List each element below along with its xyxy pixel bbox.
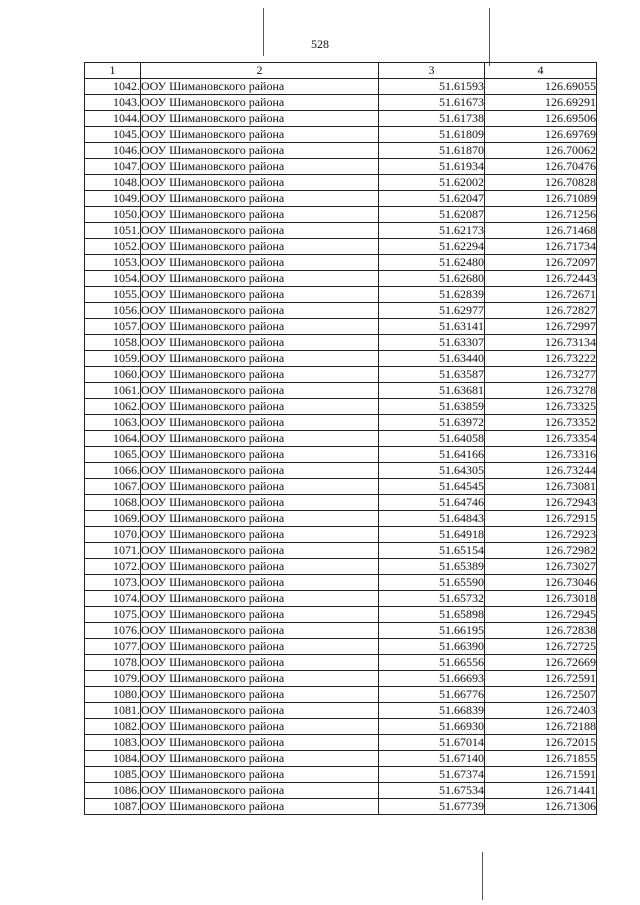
row-number: 1050.	[85, 207, 141, 223]
longitude-value: 126.71089	[485, 191, 597, 207]
object-name: ООУ Шимановского района	[141, 607, 379, 623]
row-number: 1072.	[85, 559, 141, 575]
row-number: 1054.	[85, 271, 141, 287]
object-name: ООУ Шимановского района	[141, 175, 379, 191]
latitude-value: 51.62977	[379, 303, 485, 319]
latitude-value: 51.62839	[379, 287, 485, 303]
row-number: 1049.	[85, 191, 141, 207]
table-row	[85, 431, 597, 447]
object-name: ООУ Шимановского района	[141, 559, 379, 575]
table-row	[85, 111, 597, 127]
latitude-value: 51.61809	[379, 127, 485, 143]
object-name: ООУ Шимановского района	[141, 111, 379, 127]
latitude-value: 51.63440	[379, 351, 485, 367]
table-row	[85, 383, 597, 399]
latitude-value: 51.67014	[379, 735, 485, 751]
table-row	[85, 335, 597, 351]
latitude-value: 51.66776	[379, 687, 485, 703]
object-name: ООУ Шимановского района	[141, 319, 379, 335]
row-number: 1071.	[85, 543, 141, 559]
longitude-value: 126.73134	[485, 335, 597, 351]
row-number: 1058.	[85, 335, 141, 351]
longitude-value: 126.72591	[485, 671, 597, 687]
table-row	[85, 127, 597, 143]
table-row	[85, 767, 597, 783]
longitude-value: 126.69769	[485, 127, 597, 143]
row-number: 1056.	[85, 303, 141, 319]
row-number: 1079.	[85, 671, 141, 687]
object-name: ООУ Шимановского района	[141, 639, 379, 655]
longitude-value: 126.72671	[485, 287, 597, 303]
longitude-value: 126.72188	[485, 719, 597, 735]
latitude-value: 51.66693	[379, 671, 485, 687]
object-name: ООУ Шимановского района	[141, 207, 379, 223]
row-number: 1067.	[85, 479, 141, 495]
table-row	[85, 575, 597, 591]
row-number: 1078.	[85, 655, 141, 671]
row-number: 1082.	[85, 719, 141, 735]
object-name: ООУ Шимановского района	[141, 735, 379, 751]
longitude-value: 126.71256	[485, 207, 597, 223]
table-row	[85, 447, 597, 463]
table-row	[85, 223, 597, 239]
row-number: 1065.	[85, 447, 141, 463]
longitude-value: 126.72838	[485, 623, 597, 639]
latitude-value: 51.62002	[379, 175, 485, 191]
latitude-value: 51.63972	[379, 415, 485, 431]
object-name: ООУ Шимановского района	[141, 415, 379, 431]
table-row	[85, 511, 597, 527]
object-name: ООУ Шимановского района	[141, 127, 379, 143]
latitude-value: 51.63587	[379, 367, 485, 383]
table-row	[85, 479, 597, 495]
latitude-value: 51.65898	[379, 607, 485, 623]
object-name: ООУ Шимановского района	[141, 527, 379, 543]
table-row	[85, 415, 597, 431]
latitude-value: 51.67374	[379, 767, 485, 783]
table-row	[85, 239, 597, 255]
scan-artifact-bottom	[482, 852, 483, 900]
row-number: 1044.	[85, 111, 141, 127]
table-row	[85, 671, 597, 687]
row-number: 1068.	[85, 495, 141, 511]
object-name: ООУ Шимановского района	[141, 191, 379, 207]
table-row	[85, 271, 597, 287]
table-row	[85, 751, 597, 767]
latitude-value: 51.61673	[379, 95, 485, 111]
latitude-value: 51.62087	[379, 207, 485, 223]
latitude-value: 51.61593	[379, 79, 485, 95]
longitude-value: 126.69055	[485, 79, 597, 95]
object-name: ООУ Шимановского района	[141, 383, 379, 399]
longitude-value: 126.73222	[485, 351, 597, 367]
object-name: ООУ Шимановского района	[141, 255, 379, 271]
row-number: 1084.	[85, 751, 141, 767]
row-number: 1061.	[85, 383, 141, 399]
longitude-value: 126.70476	[485, 159, 597, 175]
object-name: ООУ Шимановского района	[141, 79, 379, 95]
longitude-value: 126.72507	[485, 687, 597, 703]
longitude-value: 126.72827	[485, 303, 597, 319]
longitude-value: 126.72443	[485, 271, 597, 287]
object-name: ООУ Шимановского района	[141, 623, 379, 639]
latitude-value: 51.62173	[379, 223, 485, 239]
row-number: 1075.	[85, 607, 141, 623]
table-row	[85, 607, 597, 623]
table-row	[85, 719, 597, 735]
row-number: 1086.	[85, 783, 141, 799]
longitude-value: 126.73018	[485, 591, 597, 607]
table-row	[85, 463, 597, 479]
object-name: ООУ Шимановского района	[141, 495, 379, 511]
table-row	[85, 527, 597, 543]
longitude-value: 126.72945	[485, 607, 597, 623]
row-number: 1064.	[85, 431, 141, 447]
latitude-value: 51.64843	[379, 511, 485, 527]
longitude-value: 126.71441	[485, 783, 597, 799]
row-number: 1042.	[85, 79, 141, 95]
table-row	[85, 735, 597, 751]
object-name: ООУ Шимановского района	[141, 591, 379, 607]
latitude-value: 51.63859	[379, 399, 485, 415]
object-name: ООУ Шимановского района	[141, 223, 379, 239]
longitude-value: 126.71306	[485, 799, 597, 815]
object-name: ООУ Шимановского района	[141, 655, 379, 671]
object-name: ООУ Шимановского района	[141, 431, 379, 447]
object-name: ООУ Шимановского района	[141, 271, 379, 287]
longitude-value: 126.72915	[485, 511, 597, 527]
object-name: ООУ Шимановского района	[141, 351, 379, 367]
object-name: ООУ Шимановского района	[141, 783, 379, 799]
latitude-value: 51.61934	[379, 159, 485, 175]
row-number: 1080.	[85, 687, 141, 703]
object-name: ООУ Шимановского района	[141, 287, 379, 303]
table-row	[85, 367, 597, 383]
table-row	[85, 287, 597, 303]
latitude-value: 51.62294	[379, 239, 485, 255]
row-number: 1073.	[85, 575, 141, 591]
row-number: 1052.	[85, 239, 141, 255]
object-name: ООУ Шимановского района	[141, 511, 379, 527]
table-header-row	[85, 63, 597, 79]
object-name: ООУ Шимановского района	[141, 143, 379, 159]
longitude-value: 126.70828	[485, 175, 597, 191]
row-number: 1074.	[85, 591, 141, 607]
longitude-value: 126.72015	[485, 735, 597, 751]
latitude-value: 51.62047	[379, 191, 485, 207]
table-row	[85, 143, 597, 159]
object-name: ООУ Шимановского района	[141, 687, 379, 703]
object-name: ООУ Шимановского района	[141, 543, 379, 559]
object-name: ООУ Шимановского района	[141, 479, 379, 495]
table-row	[85, 191, 597, 207]
latitude-value: 51.64545	[379, 479, 485, 495]
row-number: 1070.	[85, 527, 141, 543]
row-number: 1059.	[85, 351, 141, 367]
longitude-value: 126.73325	[485, 399, 597, 415]
header-col-3: 3	[379, 63, 485, 79]
row-number: 1053.	[85, 255, 141, 271]
longitude-value: 126.71468	[485, 223, 597, 239]
header-col-2: 2	[141, 63, 379, 79]
longitude-value: 126.73354	[485, 431, 597, 447]
object-name: ООУ Шимановского района	[141, 303, 379, 319]
row-number: 1060.	[85, 367, 141, 383]
latitude-value: 51.63307	[379, 335, 485, 351]
coordinates-table	[84, 62, 597, 815]
longitude-value: 126.73046	[485, 575, 597, 591]
table-row	[85, 639, 597, 655]
object-name: ООУ Шимановского района	[141, 399, 379, 415]
header-col-4: 4	[485, 63, 597, 79]
row-number: 1076.	[85, 623, 141, 639]
table-body	[85, 79, 597, 815]
table-row	[85, 351, 597, 367]
latitude-value: 51.64746	[379, 495, 485, 511]
table-row	[85, 175, 597, 191]
longitude-value: 126.72923	[485, 527, 597, 543]
latitude-value: 51.65389	[379, 559, 485, 575]
longitude-value: 126.72097	[485, 255, 597, 271]
latitude-value: 51.66839	[379, 703, 485, 719]
longitude-value: 126.73027	[485, 559, 597, 575]
object-name: ООУ Шимановского района	[141, 463, 379, 479]
latitude-value: 51.61738	[379, 111, 485, 127]
table-row	[85, 687, 597, 703]
row-number: 1057.	[85, 319, 141, 335]
latitude-value: 51.67739	[379, 799, 485, 815]
object-name: ООУ Шимановского района	[141, 335, 379, 351]
latitude-value: 51.64166	[379, 447, 485, 463]
row-number: 1087.	[85, 799, 141, 815]
object-name: ООУ Шимановского района	[141, 367, 379, 383]
latitude-value: 51.64305	[379, 463, 485, 479]
latitude-value: 51.65732	[379, 591, 485, 607]
latitude-value: 51.65154	[379, 543, 485, 559]
page-number: 528	[311, 37, 329, 51]
longitude-value: 126.73244	[485, 463, 597, 479]
longitude-value: 126.72943	[485, 495, 597, 511]
table-row	[85, 591, 597, 607]
row-number: 1066.	[85, 463, 141, 479]
longitude-value: 126.71855	[485, 751, 597, 767]
latitude-value: 51.66195	[379, 623, 485, 639]
table-row	[85, 399, 597, 415]
row-number: 1045.	[85, 127, 141, 143]
longitude-value: 126.69291	[485, 95, 597, 111]
table-row	[85, 495, 597, 511]
longitude-value: 126.73081	[485, 479, 597, 495]
table-row	[85, 623, 597, 639]
object-name: ООУ Шимановского района	[141, 719, 379, 735]
table-row	[85, 95, 597, 111]
row-number: 1083.	[85, 735, 141, 751]
table-row	[85, 79, 597, 95]
object-name: ООУ Шимановского района	[141, 95, 379, 111]
table-row	[85, 799, 597, 815]
row-number: 1055.	[85, 287, 141, 303]
table-row	[85, 319, 597, 335]
latitude-value: 51.67140	[379, 751, 485, 767]
latitude-value: 51.62480	[379, 255, 485, 271]
object-name: ООУ Шимановского района	[141, 751, 379, 767]
latitude-value: 51.62680	[379, 271, 485, 287]
latitude-value: 51.66390	[379, 639, 485, 655]
header-col-1: 1	[85, 63, 141, 79]
longitude-value: 126.71734	[485, 239, 597, 255]
row-number: 1062.	[85, 399, 141, 415]
table-row	[85, 159, 597, 175]
object-name: ООУ Шимановского района	[141, 447, 379, 463]
object-name: ООУ Шимановского района	[141, 799, 379, 815]
longitude-value: 126.72982	[485, 543, 597, 559]
row-number: 1046.	[85, 143, 141, 159]
latitude-value: 51.64058	[379, 431, 485, 447]
object-name: ООУ Шимановского района	[141, 671, 379, 687]
row-number: 1069.	[85, 511, 141, 527]
object-name: ООУ Шимановского района	[141, 703, 379, 719]
row-number: 1085.	[85, 767, 141, 783]
latitude-value: 51.64918	[379, 527, 485, 543]
table-row	[85, 207, 597, 223]
row-number: 1048.	[85, 175, 141, 191]
table-row	[85, 255, 597, 271]
longitude-value: 126.73278	[485, 383, 597, 399]
table-row	[85, 559, 597, 575]
latitude-value: 51.63141	[379, 319, 485, 335]
table-row	[85, 655, 597, 671]
longitude-value: 126.69506	[485, 111, 597, 127]
row-number: 1077.	[85, 639, 141, 655]
longitude-value: 126.72997	[485, 319, 597, 335]
table-row	[85, 303, 597, 319]
row-number: 1081.	[85, 703, 141, 719]
object-name: ООУ Шимановского района	[141, 767, 379, 783]
longitude-value: 126.73277	[485, 367, 597, 383]
table-row	[85, 703, 597, 719]
latitude-value: 51.61870	[379, 143, 485, 159]
object-name: ООУ Шимановского района	[141, 159, 379, 175]
row-number: 1047.	[85, 159, 141, 175]
latitude-value: 51.63681	[379, 383, 485, 399]
row-number: 1063.	[85, 415, 141, 431]
table-row	[85, 543, 597, 559]
longitude-value: 126.72725	[485, 639, 597, 655]
longitude-value: 126.73316	[485, 447, 597, 463]
longitude-value: 126.72669	[485, 655, 597, 671]
row-number: 1043.	[85, 95, 141, 111]
latitude-value: 51.66556	[379, 655, 485, 671]
row-number: 1051.	[85, 223, 141, 239]
longitude-value: 126.70062	[485, 143, 597, 159]
longitude-value: 126.73352	[485, 415, 597, 431]
table-row	[85, 783, 597, 799]
longitude-value: 126.72403	[485, 703, 597, 719]
latitude-value: 51.67534	[379, 783, 485, 799]
object-name: ООУ Шимановского района	[141, 575, 379, 591]
longitude-value: 126.71591	[485, 767, 597, 783]
latitude-value: 51.66930	[379, 719, 485, 735]
object-name: ООУ Шимановского района	[141, 239, 379, 255]
latitude-value: 51.65590	[379, 575, 485, 591]
